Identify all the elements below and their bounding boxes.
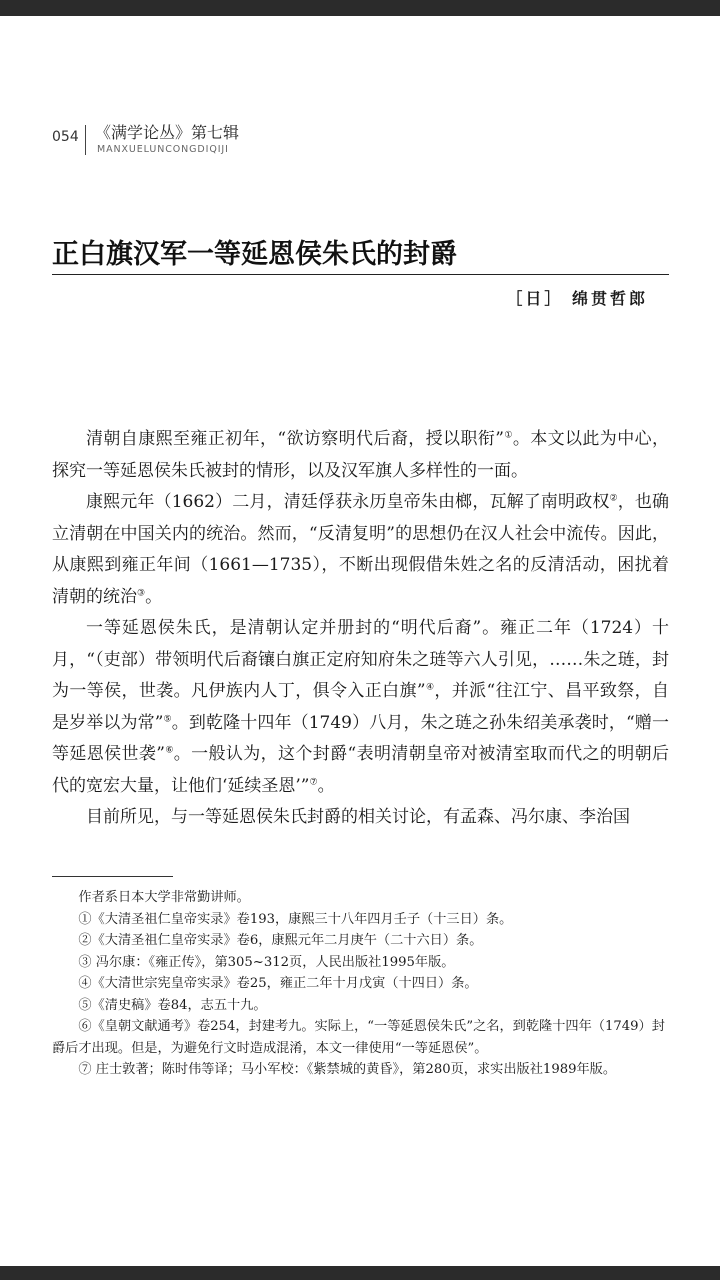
article-title: 正白旗汉军一等延恩侯朱氏的封爵 [52, 239, 457, 270]
footnote-divider [52, 876, 173, 877]
title-underline [52, 274, 669, 275]
footnote-ref[interactable]: ⑥ [164, 745, 174, 756]
footnote-ref[interactable]: ① [503, 430, 513, 441]
paragraph: 康熙元年（1662）二月，清廷俘获永历皇帝朱由榔，瓦解了南明政权②，也确立清朝在中国关内的统治。然而，“反清复明”的思想仍在汉人社会中流传。因此，从康熙到雍正年间（1661—1735），不断出现假借朱姓之名的反清活动，困扰着清朝的统治③。 [52, 492, 669, 607]
footnote-ref[interactable]: ④ [425, 682, 435, 693]
article-author: ［日］ 绵贯哲郎 [506, 289, 648, 308]
page-number: 054 [52, 129, 79, 145]
paragraph: 目前所见，与一等延恩侯朱氏封爵的相关讨论，有孟森、冯尔康、李治国 [86, 807, 630, 827]
footnote-ref[interactable]: ⑦ [309, 776, 318, 787]
footnote-item: ⑦ 庄士敦著；陈时伟等译；马小军校：《紫禁城的黄昏》，第280页，求实出版社1989年版。 [78, 1062, 617, 1077]
footnote-ref[interactable]: ② [609, 493, 618, 504]
footnote-ref[interactable]: ③ [137, 587, 146, 598]
paragraph: 清朝自康熙至雍正初年，“欲访察明代后裔，授以职衔”①。本文以此为中心，探究一等延恩侯朱氏被封的情形，以及汉军旗人多样性的一面。 [52, 429, 669, 481]
header-divider [85, 125, 86, 155]
series-title-pinyin: MANXUELUNCONGDIQIJI [97, 144, 229, 155]
footnote-item: ①《大清圣祖仁皇帝实录》卷193，康熙三十八年四月壬子（十三日）条。 [78, 911, 513, 927]
series-title: 《满学论丛》第七辑 [95, 123, 240, 142]
footnote-item: ⑥《皇朝文献通考》卷254，封建考九。实际上，“一等延恩侯朱氏”之名，到乾隆十四年（1749）封爵后才出现。但是，为避免行文时造成混淆，本文一律使用“一等延恩侯”。 [52, 1019, 665, 1056]
footnote-author-note: 作者系日本大学非常勤讲师。 [78, 890, 250, 905]
viewer-bottom-bar [0, 1266, 720, 1280]
footnote-item: ③ 冯尔康：《雍正传》，第305~312页，人民出版社1995年版。 [78, 954, 455, 970]
footnote-ref[interactable]: ⑤ [163, 713, 172, 724]
footnote-item: ④《大清世宗宪皇帝实录》卷25，雍正二年十月戊寅（十四日）条。 [78, 976, 478, 991]
article-body [52, 424, 669, 834]
footnotes [52, 887, 672, 1081]
footnote-item: ②《大清圣祖仁皇帝实录》卷6，康熙元年二月庚午（二十六日）条。 [78, 933, 483, 948]
footnote-item: ⑤《清史稿》卷84，志五十九。 [78, 997, 267, 1013]
viewer-top-bar [0, 0, 720, 16]
paragraph: 一等延恩侯朱氏，是清朝认定并册封的“明代后裔”。雍正二年（1724）十月，“（吏部）带领明代后裔镶白旗正定府知府朱之琏等六人引见，……朱之琏，封为一等侯，世袭。凡伊族内人丁，俱令入正白旗”④，并派“往江宁、昌平致祭，自是岁举以为常”⑤。到乾隆十四年（1749）八月，朱之琏之孙朱绍美承袭时，“赠一等延恩侯世袭”⑥。一般认为，这个封爵“表明清朝皇帝对被清室取而代之的明朝后代的宽宏大量，让他们‘延续圣恩’”⑦。 [52, 618, 669, 796]
